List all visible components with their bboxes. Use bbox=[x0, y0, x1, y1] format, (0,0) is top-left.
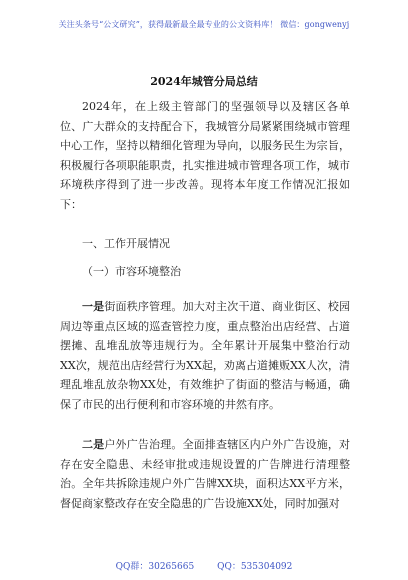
item-2-paragraph bbox=[60, 435, 350, 513]
document-title: 2024年城管分局总结 bbox=[150, 75, 258, 88]
footer-qq-group: QQ群：30265665 bbox=[115, 562, 195, 572]
item-1-text: 街面秩序管理。加大对主次干道、商业街区、校园周边等重点区域的巡查管控力度，重点整治出店经营、占道摆摊、乱堆乱放等违规行为。全年累计开展集中整治行动XX次，规范出店经营行为XX起，劝离占道摊贩XX人次，清理乱堆乱放杂物XX处，有效维护了街面的整洁与畅通，确保了市民的出行便利和市容环境的井然有序。 bbox=[60, 300, 351, 411]
intro-paragraph: 2024年，在上级主管部门的坚强领导以及辖区各单位、广大群众的支持配合下，我城管分局紧紧围绕城市管理中心工作，坚持以精细化管理为导向，以服务民生为宗旨，积极履行各项职能职责，扎实推进城市管理各项工作，城市环境秩序得到了进一步改善。现将本年度工作情况汇报如下： bbox=[60, 100, 350, 211]
item-1-paragraph bbox=[60, 297, 350, 415]
header-note: 关注头条号“公文研究”，获得最新最全最专业的公文资料库！ 微信：gongwenyj bbox=[58, 20, 350, 29]
footer-qq: QQ：535304092 bbox=[217, 562, 293, 572]
item-2-text: 户外广告治理。全面排查辖区内户外广告设施，对存在安全隐患、未经审批或违规设置的广告牌进行清理整治。全年共拆除违规户外广告牌XX块，面积达XX平方米，督促商家整改存在安全隐患的广告设施XX处，同时加强对 bbox=[60, 438, 351, 510]
item-2-lead: 二是 bbox=[82, 438, 105, 451]
subsection-heading: （一）市容环境整治 bbox=[82, 265, 181, 278]
footer-contacts bbox=[0, 559, 408, 572]
item-1-lead: 一是 bbox=[82, 300, 105, 313]
section-heading: 一、工作开展情况 bbox=[82, 237, 170, 250]
